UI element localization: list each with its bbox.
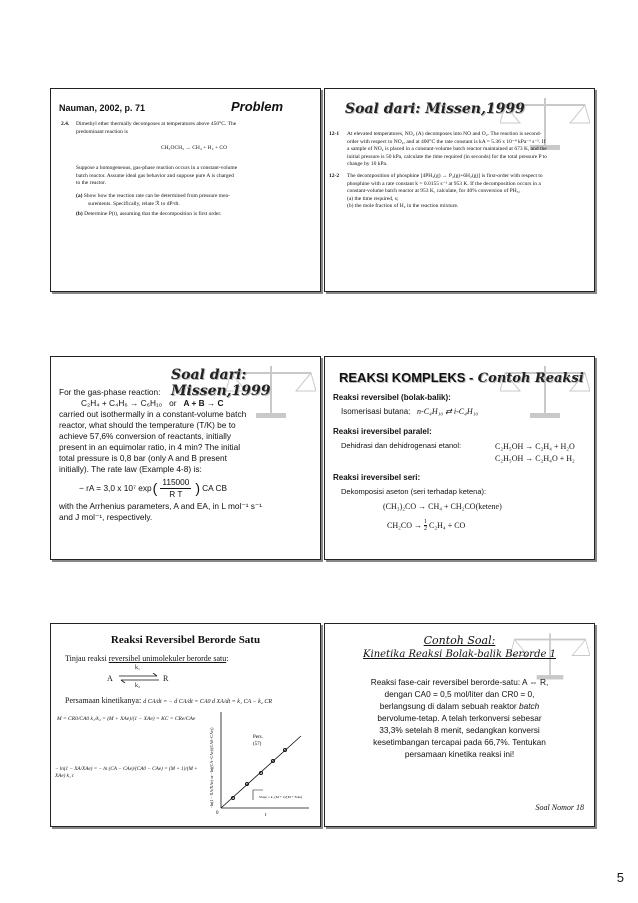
reaction-equation: CH₃OCH₃ → CH₄ + H₂ + CO [160,145,228,151]
text-line: phosphine with a rate constant k = 0.0155 s⁻¹ at 953 K. If the decomposition occurs in a [347,180,541,187]
reaction-equation: C₂H₅OH → C₂H₄ + H₂O [495,442,575,451]
title-main: REAKSI KOMPLEKS - [339,370,474,385]
text-line: Dimethyl ether thermally decomposes at temperatures above 450°C. The [76,121,237,127]
reaction-equation: C₂H₄ + C₄H₆ → C₆H₁₀ [81,398,163,408]
parallel-reactions [495,441,575,465]
kinetics-line [65,696,272,705]
eq-left: − rA = 3,0 x 10⁷ exp [79,482,152,493]
slide-contoh-soal [324,623,595,827]
slide-title: Soal dari: Missen,1999 [345,101,525,117]
part-a [76,193,312,208]
text-line: persamaan kinetika reaksi ini! [404,749,515,759]
text-line: total pressure is 0,8 bar (only A and B present [59,453,227,463]
m-equation: M = CR0/CA0 k₁/k₂ = (M + XAe)/(1 − XAe) = KC = CRe/CAe [57,716,196,722]
text-line: (b) the mole fraction of H₂ in the reaction mixture. [347,203,459,209]
page-number: 5 [616,870,624,885]
problem-12-1 [347,131,591,169]
slide-title: Soal dari: Missen,1999 [171,367,271,399]
text-line: achieve 57,6% conversion of reactants, initially [59,431,232,441]
slide-body [329,676,590,760]
text-underline: reversibel unimolekuler berorde satu [108,654,227,663]
eq-right: CA CB [202,482,227,493]
eq-numerator: 1 [424,519,428,525]
eq-fraction [424,519,427,532]
text-line: or [169,398,177,408]
text-line: Persamaan kinetikanya: [65,696,142,705]
eq-denominator: 2 [424,526,428,532]
text-line: Dekomposisi aseton (seri terhadap ketena): [341,487,487,496]
eq-right: C₂H₄ + CO [429,521,466,530]
isomerization-line [341,407,478,416]
text-line: Reaksi fase-cair reversibel berorde-satu: A ⇔ R, [370,677,549,687]
text-line: to the reactor. [76,180,107,186]
section-heading: Reaksi ireversibel seri: [333,473,421,482]
slide-missen-problems [324,88,595,292]
species-a: A [107,674,113,683]
reaction-equation: C₂H₅OH → C₂H₄O + H₂ [495,454,575,463]
eq-number: (57) [253,742,262,747]
rate-law-equation: − rA = 3,0 x 10⁷ exp ( $\frac{115000}{\text{R T}}$ ) CA CB [79,476,227,499]
text-line: dengan CA0 = 0,5 mol/liter dan CR0 = 0, [384,689,535,699]
rate-k2: k₂ [135,683,141,689]
section-heading: Reaksi reversibel (bolak-balik): [333,393,451,402]
text-line: surements. Specifically, relate ℛ to dP/dt. [88,200,180,207]
slide-source: Nauman, 2002, p. 71 [59,103,146,113]
eq-left: CH₂CO → [387,521,423,530]
linear-plot-graph [209,708,317,820]
reaction-abc: A + B → C [183,398,224,408]
text-line: kesetimbangan tercapai pada 66,7%. Tentukan [373,737,546,747]
slide-title: Contoh Soal: [423,634,496,647]
text-line: For the gas-phase reaction: [59,387,161,397]
text-line: constant-volume batch reactor at 953 K, calculate, for 40% conversion of PH₃, [347,188,520,194]
slide-subtitle: Kinetika Reaksi Bolak-balik Berorde 1 [363,649,556,660]
text-line: reactor, what should the temperature (T/K) be to [59,420,236,430]
text-line: The decomposition of phosphine [4PH₃(g) → P₄(g)+6H₂(g)] is first-order with respect to [347,173,543,179]
x-axis-label: t [265,813,267,818]
slide-body [59,387,314,523]
slide-reaksi-reversibel [50,623,321,827]
problem-number: 12-2 [329,173,340,179]
y-axis-label: −ln(1 − XA/XAe) or −ln((CA−CAe)/(CA0−CAe)) [209,727,214,809]
part-b [76,211,312,219]
eq-reference: Pers. [253,735,263,740]
slide-title: Reaksi Reversibel Berorde Satu [110,634,261,646]
reaction-equation: (CH₃)₂CO → CH₄ + CH₂CO(ketene) [383,502,502,511]
slide-nauman-problem [50,88,321,292]
text-line: berlangsung di dalam sebuah reaktor [379,701,519,711]
intro-line [65,654,228,663]
slide-title: Problem [231,99,284,114]
text-line: At elevated temperatures, NO₂ (A) decomposes into NO and O₂. The reaction is second- [347,131,542,137]
species-r: R [163,674,169,683]
problem-intro [76,121,312,136]
text-line: Isomerisasi butana: [341,407,411,416]
equilibrium-arrows-icon [119,673,159,683]
rate-k1: k₁ [135,665,141,671]
text-line: and J mol⁻¹, respectively. [59,512,153,522]
ln-equation: − ln(1 − XA/XAe) = − ln (CA − CAe)/(CA0 − CAe) = (M + 1)/(M + XAe) k₁ t [55,766,198,779]
text-italic: batch [519,701,540,711]
data-point [232,797,235,800]
text-line [329,700,590,712]
text-line: present in an equimolar ratio, in 4 min? The initial [59,442,241,452]
slide-title [339,369,584,387]
text-line: a sample of NO₂ is placed in a constant-volume batch reactor maintained at 673 K, and the [347,146,547,152]
text-line: order with respect to NO₂, and at 400°C the rate constant is kA = 5.36 x 10⁻⁴ kPa⁻¹ s⁻¹. If [347,138,546,145]
part-label: (b) [76,211,83,217]
text-line: 33,3% setelah 8 menit, sedangkan konversi [379,725,540,735]
problem-12-2 [347,173,591,211]
text-line: Suppose a homogeneous, gas-phase reaction occurs in a constant-volume [76,165,238,171]
text-line: (a) the time required, s; [347,195,399,202]
origin-label: 0 [216,811,219,816]
text-line: with the Arrhenius parameters, A and EA, in L mol⁻¹ s⁻¹ [59,501,263,511]
problem-body [76,165,312,188]
text-line: Determine P(t), assuming that the decomposition is first order. [84,211,222,217]
ketene-reaction [387,519,465,532]
text-line: change by 10 kPa. [347,161,388,167]
slide-reaksi-kompleks [324,356,595,560]
part-label: (a) [76,193,83,199]
slide-missen-gas-phase [50,356,321,560]
eq-denominator: R T [169,488,183,499]
text-line: carried out isothermally in a constant-volume batch [59,409,247,419]
data-point [260,772,263,775]
text-line: Show how the reaction rate can be determined from pressure mea- [83,193,230,199]
reversible-reaction [107,666,177,692]
text-line: predominant reaction is [76,128,128,135]
text-line: Tinjau reaksi [65,654,109,663]
title-sub: Contoh Reaksi [477,371,584,386]
slope-label: Slope = k₁ (M + 1)/(M + XAe) [259,795,303,799]
reaction-equation: n-C₄H₁₀ ⇄ i-C₄H₁₀ [417,407,479,416]
text-line: bervolume-tetap. A telah terkonversi sebesar [377,713,542,723]
reaction-line [59,398,314,409]
text-line: initial pressure is 50 kPa, calculate the time required (in seconds) for the total pressure P to [347,153,548,160]
problem-number: 2.4. [61,121,70,127]
section-heading: Reaksi ireversibel paralel: [333,427,432,436]
text-line: batch reactor. Assume ideal gas behavior and suppose pure A is charged [76,172,234,179]
eq-numerator: 115000 [162,476,190,487]
text-line: Dehidrasi dan dehidrogenasi etanol: [341,441,462,450]
kinetic-equation: d CA/dt = − d CA/dt = CA0 d XA/dt = k₁ CA − k₂ CR [143,699,273,705]
text-line: initially). The rate law (Example 4-8) is: [59,464,202,474]
eq-fraction [160,477,191,500]
slide-footer: Soal Nomor 18 [535,803,584,812]
problem-number: 12-1 [329,131,340,137]
data-point [246,783,249,786]
text-line: : [226,654,229,663]
